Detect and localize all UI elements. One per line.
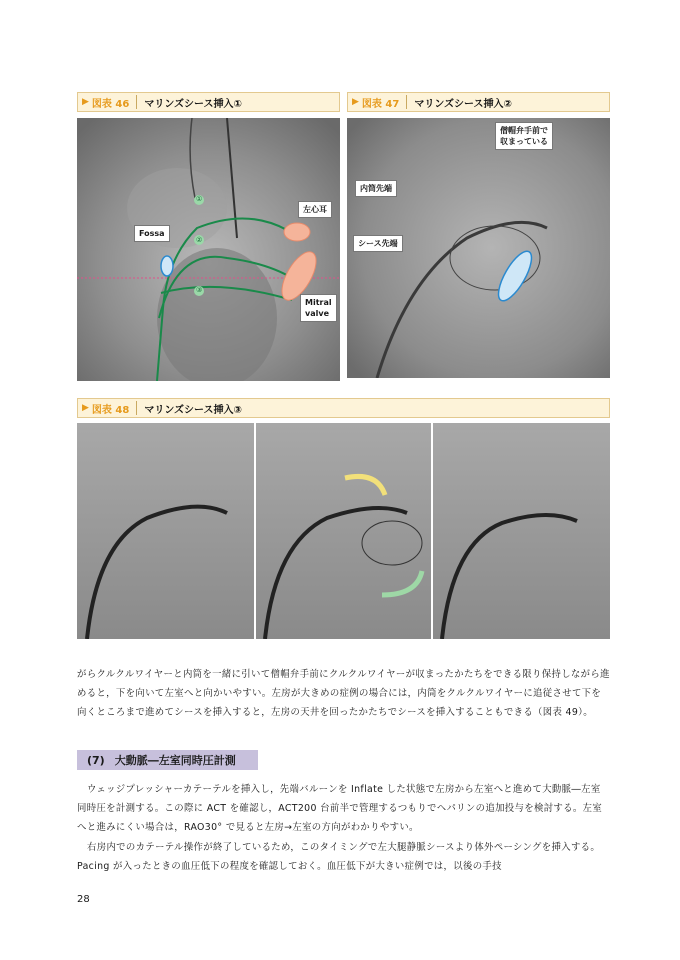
- figure-46-tag: [82, 95, 129, 110]
- mitral-front-label: 僧帽弁手前で 収まっている: [495, 122, 553, 150]
- divider: [136, 95, 137, 109]
- figure-48-xray-strip: [77, 423, 610, 639]
- figure-48-tag-text: 図表 48: [91, 404, 130, 416]
- mitral-valve-label: Mitral valve: [300, 294, 337, 322]
- figure-46-xray-image: [77, 118, 340, 381]
- divider: [136, 401, 137, 415]
- page-number: 28: [77, 894, 90, 905]
- paragraph-1: がらクルクルワイヤーと内筒を一緒に引いて僧帽弁手前にクルクルワイヤーが収まったかたちをできる限り保持しながら進めると，下を向いて左室へと向かいやすい。左房が大きめの症例の場合には，内筒をクルクルワイヤーに追従させて下を向くところまで進めてシースを挿入すると，左房の天井を回ったかたちでシースを挿入することもできる（図表 49）。: [77, 669, 610, 718]
- paragraph-2: ウェッジプレッシャーカテーテルを挿入し，先端バルーンを Inflate した状態で左房から左室へと進めて大動脈―左室同時圧を計測する。この際に ACT を確認し，ACT200 台前半で管理するつもりでヘパリンの追加投与を検討する。左室へと進みにくい場合は，RAO30° で見ると左房→左室の方向がわかりやすい。: [77, 784, 603, 833]
- fossa-label: Fossa: [134, 225, 170, 242]
- inner-tube-tip-label: 内筒先端: [355, 180, 397, 197]
- figure-46-tag-text: 図表 46: [91, 98, 130, 110]
- section-title: 大動脈―左室同時圧計測: [114, 754, 236, 767]
- sheath-tip-label: シース先端: [353, 235, 403, 252]
- paragraph-3: 右房内でのカテーテル操作が終了しているため，このタイミングで左大腿静脈シースより体外ペーシングを挿入する。Pacing が入ったときの血圧低下の程度を確認しておく。血圧低下が大きい症例では，以後の手技: [77, 842, 601, 872]
- left-atrial-appendage-label: 左心耳: [298, 201, 332, 218]
- figure-48-header: [77, 398, 610, 418]
- figure-48-title: マリンズシース挿入③: [144, 404, 242, 416]
- figure-47-tag-text: 図表 47: [361, 98, 400, 110]
- section-heading: [77, 750, 258, 770]
- figure-48-tag: [82, 401, 129, 416]
- figure-46-header: [77, 92, 340, 112]
- section-number: (7): [87, 753, 105, 767]
- figure-47-title: マリンズシース挿入②: [414, 98, 512, 110]
- marker-1: ①: [196, 195, 203, 203]
- figure-46-title: マリンズシース挿入①: [144, 98, 242, 110]
- divider: [406, 95, 407, 109]
- triangle-icon: ▶: [352, 97, 359, 107]
- triangle-icon: ▶: [82, 97, 89, 107]
- figure-47-tag: [352, 95, 399, 110]
- marker-2: ②: [196, 236, 203, 244]
- marker-3: ③: [196, 286, 203, 294]
- triangle-icon: ▶: [82, 403, 89, 413]
- figure-47-header: [347, 92, 610, 112]
